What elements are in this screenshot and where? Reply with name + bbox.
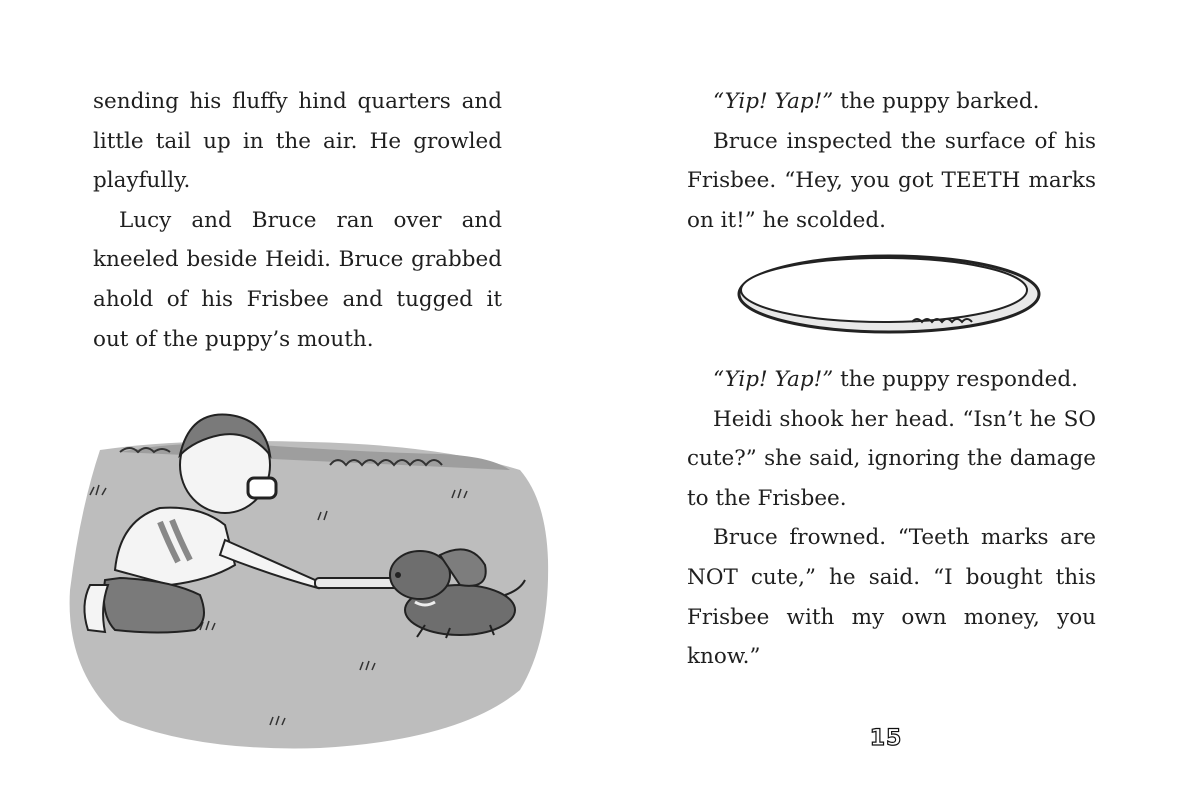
left-page-text <box>93 82 502 359</box>
paragraph: Bruce inspected the surface of his Frisbee. “Hey, you got TEETH marks on it!” he scolded. <box>687 128 1096 233</box>
paragraph: Lucy and Bruce ran over and kneeled beside Heidi. Bruce grabbed ahold of his Frisbee and tugged it out of the puppy’s mouth. <box>93 207 502 352</box>
right-page-text-bottom <box>687 360 1096 677</box>
right-page <box>594 0 1189 799</box>
left-page <box>0 0 594 799</box>
paragraph <box>687 82 1096 122</box>
text-span: the puppy barked. <box>833 89 1040 114</box>
paragraph: Heidi shook her head. “Isn’t he SO cute?” she said, ignoring the damage to the Frisbee. <box>687 406 1096 511</box>
emphasis: “Yip! Yap!” <box>713 89 834 114</box>
page-number: 15 <box>869 726 903 751</box>
frisbee-illustration <box>734 252 1054 352</box>
paragraph: Bruce frowned. “Teeth marks are NOT cute,” he said. “I bought this Frisbee with my own money, you know.” <box>687 525 1096 670</box>
paragraph <box>687 360 1096 400</box>
boy-and-puppy-illustration <box>60 390 552 754</box>
right-page-text-top <box>687 82 1096 240</box>
emphasis: “Yip! Yap!” <box>713 367 834 392</box>
paragraph: sending his fluffy hind quarters and little tail up in the air. He growled playfully. <box>93 89 502 194</box>
text-span: the puppy responded. <box>833 367 1078 392</box>
